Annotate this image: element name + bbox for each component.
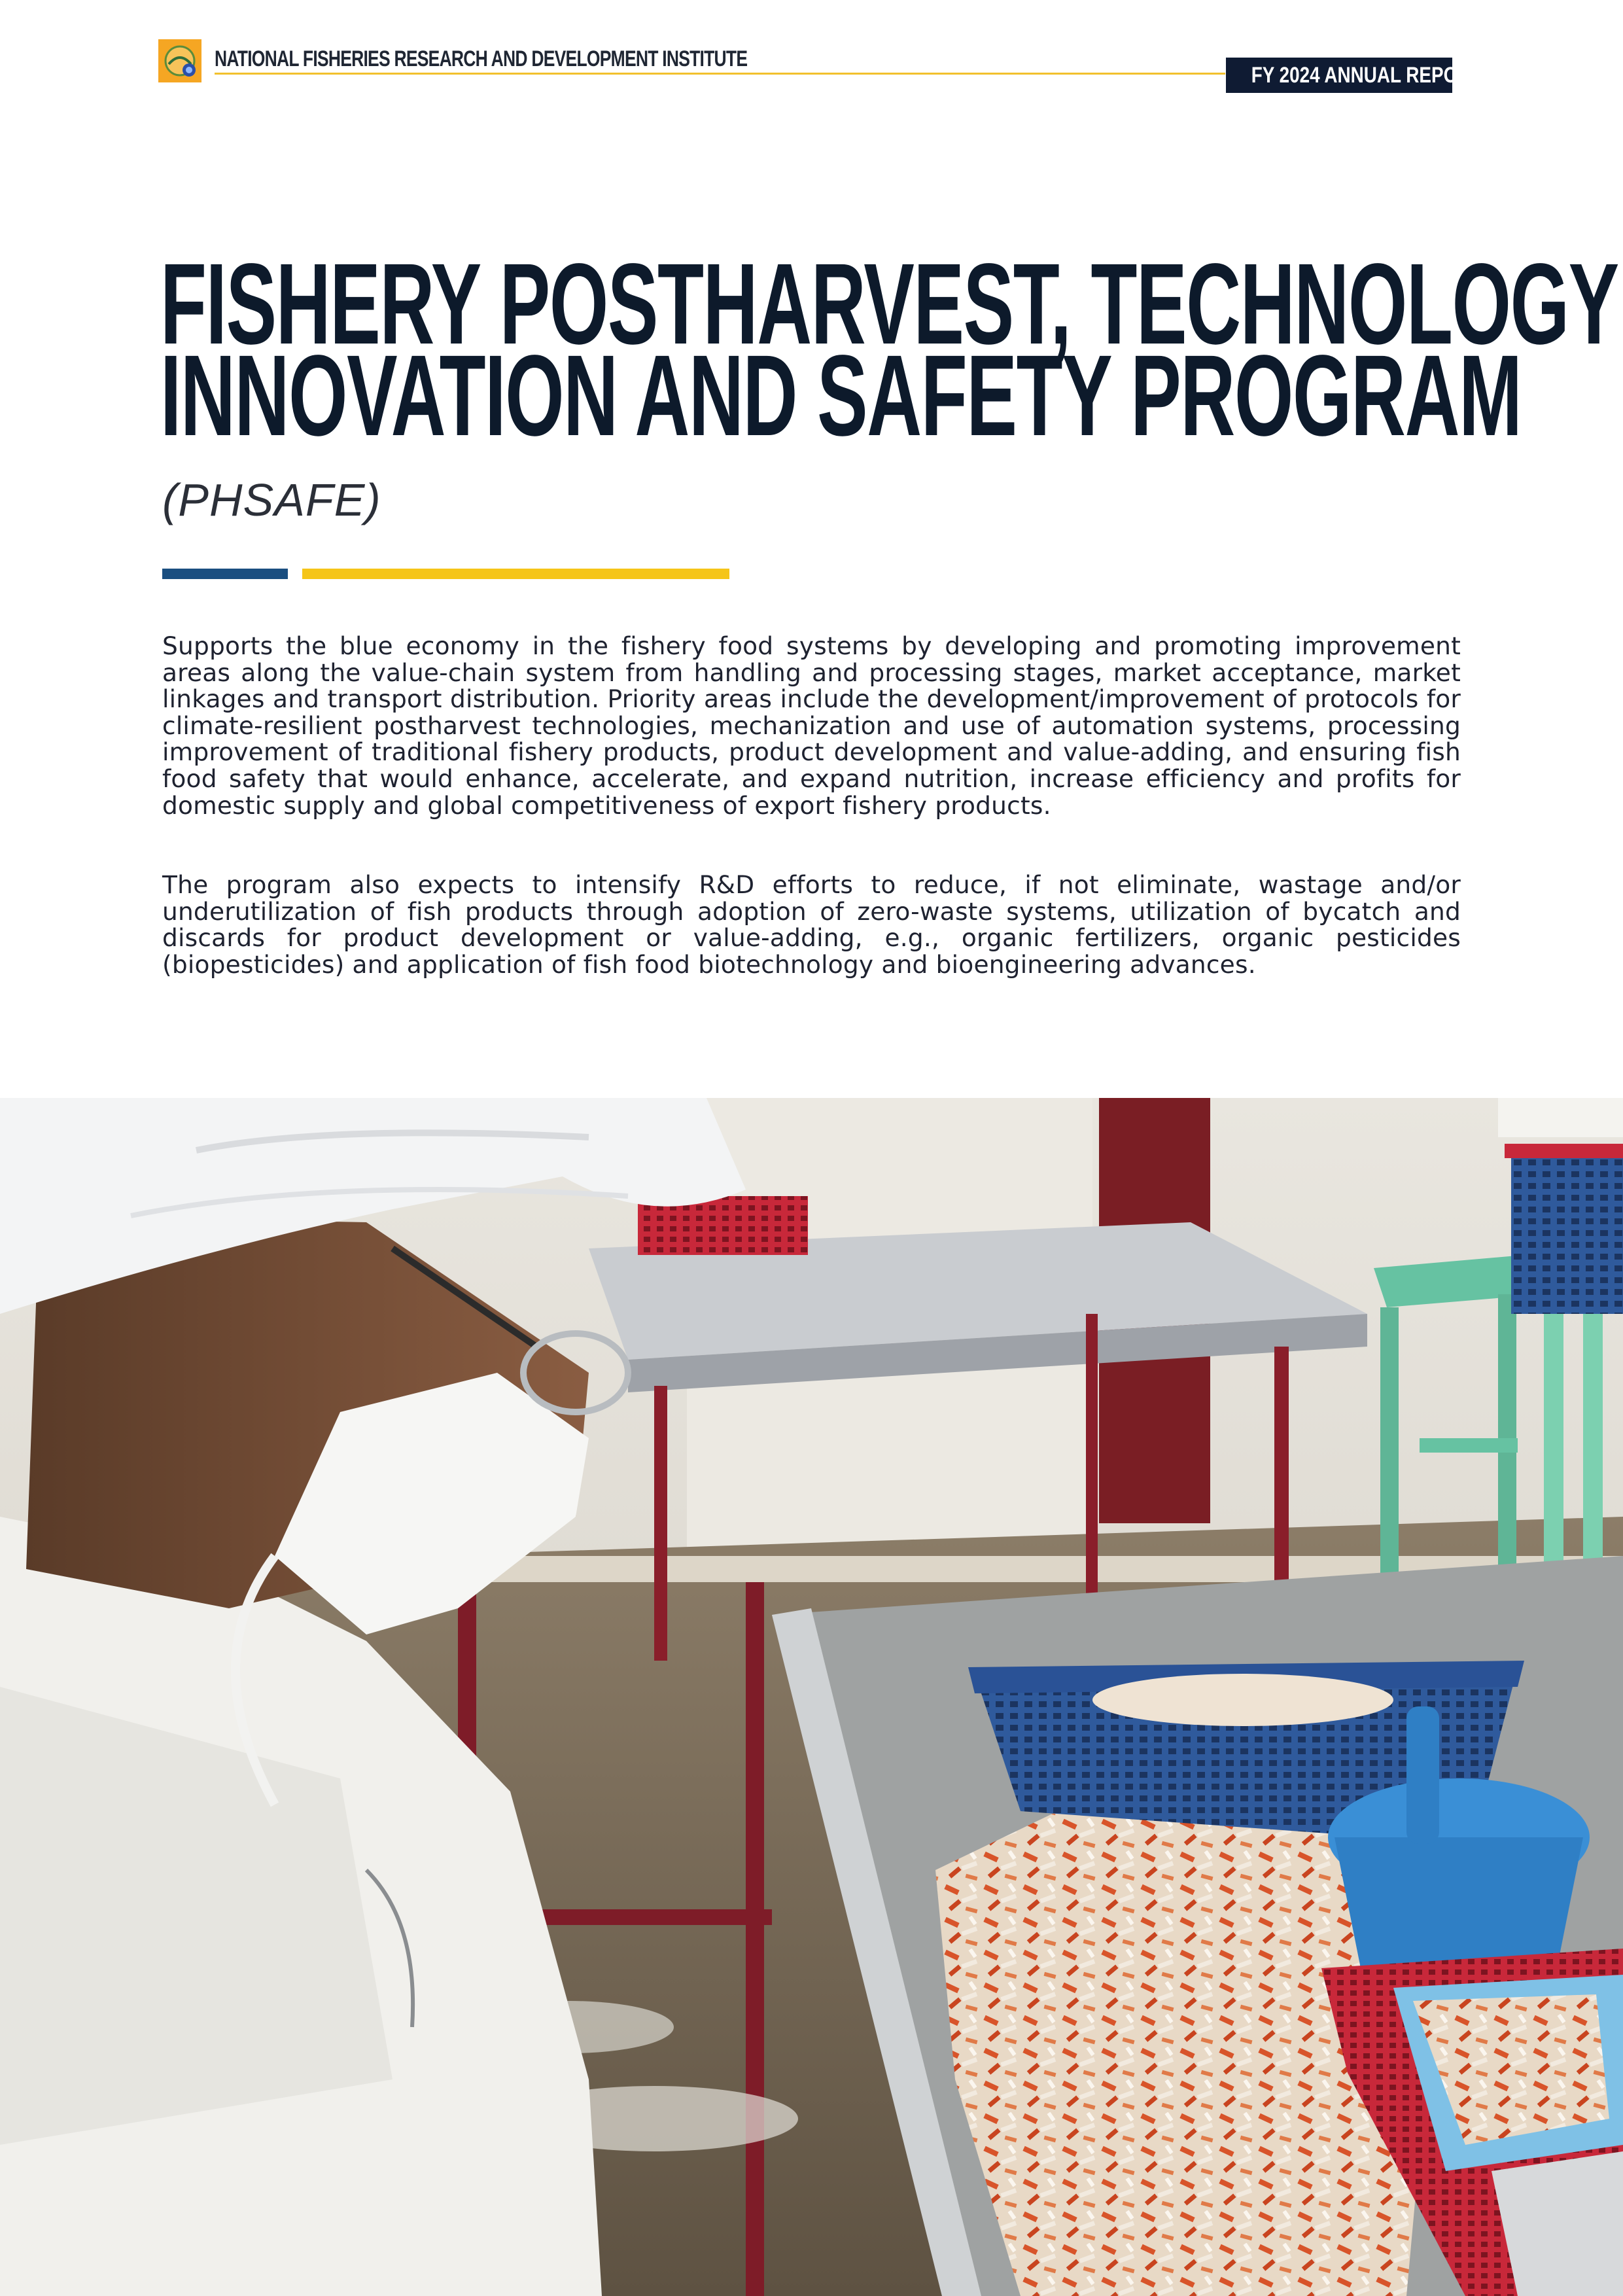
report-badge [1226, 58, 1482, 93]
description-paragraph-2: The program also expects to intensify R&D efforts to reduce, if not eliminate, wastage and/or underutilization of fish products through adoption of zero-waste systems, utilization of bycatch and discards for product development or value-adding, e.g., organic fertilizers, organic pesticides (biopesticides) and application of fish food biotechnology and bioengineering advances. [162, 870, 1461, 979]
program-title [160, 240, 1618, 460]
fish-processing-photo [0, 1098, 1623, 2296]
program-acronym: (PHSAFE) [162, 474, 381, 525]
accent-bar-yellow [302, 569, 729, 579]
organization-name: NATIONAL FISHERIES RESEARCH AND DEVELOPMENT INSTITUTE [215, 46, 748, 71]
accent-bar-blue [162, 569, 288, 579]
report-badge-label: FY 2024 ANNUAL REPORT [1251, 63, 1482, 88]
nfrdi-logo-icon [158, 39, 201, 82]
description-paragraph-1: Supports the blue economy in the fishery food systems by developing and promoting improvement areas along the value-chain system from handling and processing stages, market acceptance, market linkages and transport distribution. Priority areas include the development/improvement of protocols for climate-resilient postharvest technologies, mechanization and use of automation systems, processing improvement of traditional fishery products, product development and value-adding, and ensuring fish food safety that would enhance, accelerate, and expand nutrition, increase efficiency and profits for domestic supply and global competitiveness of export fishery products. [162, 631, 1461, 820]
program-title-line2: INNOVATION AND SAFETY PROGRAM [160, 332, 1522, 460]
header-divider [215, 73, 1225, 75]
program-title-line1: FISHERY POSTHARVEST, TECHNOLOGY [160, 240, 1618, 368]
